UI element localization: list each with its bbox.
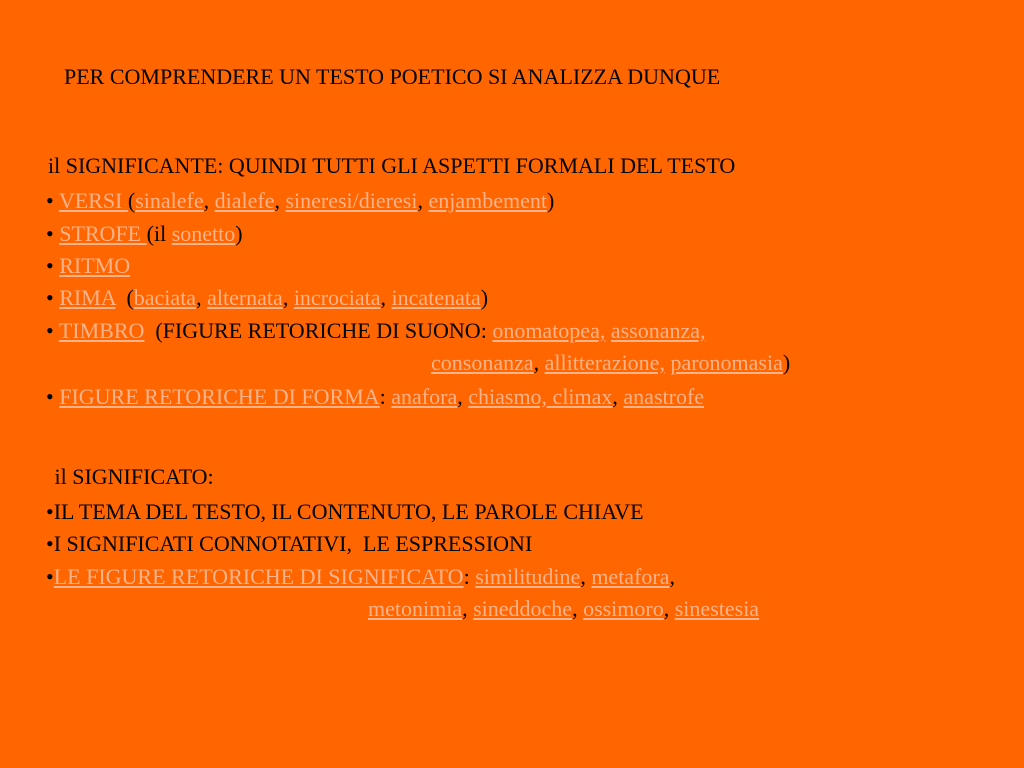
connotativi-text: •I SIGNIFICATI CONNOTATIVI, LE ESPRESSIONI <box>46 531 533 556</box>
title-text: PER COMPRENDERE UN TESTO POETICO SI ANALIZZA DUNQUE <box>64 64 721 89</box>
strofe-prefix: (il <box>146 221 172 246</box>
bullet: • <box>46 564 54 589</box>
paronomasia-link[interactable]: paronomasia <box>670 350 783 375</box>
timbro-line <box>46 318 706 344</box>
metafora-link[interactable]: metafora <box>591 564 670 589</box>
bullet: • <box>46 221 54 246</box>
page-title <box>64 64 720 90</box>
tema-text: •IL TEMA DEL TESTO, IL CONTENUTO, LE PAROLE CHIAVE <box>46 499 644 524</box>
dialefe-link[interactable]: dialefe <box>214 188 275 213</box>
chiasmo-climax-link[interactable]: chiasmo, climax <box>468 384 613 409</box>
bullet: • <box>46 188 54 213</box>
significato-heading <box>49 464 214 490</box>
significato-heading-text: il SIGNIFICATO: <box>49 464 214 489</box>
anastrofe-link[interactable]: anastrofe <box>623 384 705 409</box>
connotativi-line <box>46 531 532 557</box>
incatenata-link[interactable]: incatenata <box>391 285 481 310</box>
ossimoro-link[interactable]: ossimoro <box>583 596 664 621</box>
incrociata-link[interactable]: incrociata <box>293 285 381 310</box>
figure-significato-line: •LE FIGURE RETORICHE DI SIGNIFICATO: similitudine, metafora, <box>46 564 675 589</box>
sineresi-dieresi-link[interactable]: sineresi/dieresi <box>285 188 418 213</box>
bullet: • <box>46 384 54 409</box>
rima-line: • RIMA (baciata, alternata, incrociata, incatenata) <box>46 285 489 310</box>
strofe-link[interactable]: STROFE <box>59 221 147 246</box>
rima-link[interactable]: RIMA <box>59 285 116 310</box>
sonetto-link[interactable]: sonetto <box>171 221 236 246</box>
significante-heading-text: il SIGNIFICANTE: QUINDI TUTTI GLI ASPETTI FORMALI DEL TESTO <box>48 153 736 178</box>
strofe-line <box>46 221 243 247</box>
baciata-link[interactable]: baciata <box>133 285 197 310</box>
allitterazione-link[interactable]: allitterazione, <box>544 350 665 375</box>
strofe-suffix: ) <box>235 221 243 246</box>
figure-significato-line-continued: metonimia, sineddoche, ossimoro, sinestesia <box>368 596 760 621</box>
onomatopea-link[interactable]: onomatopea, <box>492 318 606 343</box>
bullet: • <box>46 253 54 278</box>
ritmo-link[interactable]: RITMO <box>59 253 131 278</box>
figure-forma-link[interactable]: FIGURE RETORICHE DI FORMA <box>59 384 380 409</box>
forma-line: • FIGURE RETORICHE DI FORMA: anafora, chiasmo, climax, anastrofe <box>46 384 705 409</box>
sinestesia-link[interactable]: sinestesia <box>674 596 760 621</box>
assonanza-link[interactable]: assonanza, <box>610 318 706 343</box>
enjambement-link[interactable]: enjambement <box>428 188 547 213</box>
tema-line <box>46 499 644 525</box>
similitudine-link[interactable]: similitudine <box>475 564 581 589</box>
metonimia-link[interactable]: metonimia <box>368 596 463 621</box>
significante-heading <box>48 153 735 179</box>
consonanza-link[interactable]: consonanza <box>431 350 534 375</box>
timbro-note: (FIGURE RETORICHE DI SUONO: <box>155 318 493 343</box>
bullet: • <box>46 318 54 343</box>
versi-link[interactable]: VERSI <box>58 188 128 213</box>
anafora-link[interactable]: anafora <box>391 384 458 409</box>
versi-line: • VERSI (sinalefe, dialefe, sineresi/dieresi, enjambement) <box>46 188 555 213</box>
bullet: • <box>46 285 54 310</box>
sinalefe-link[interactable]: sinalefe <box>135 188 204 213</box>
timbro-link[interactable]: TIMBRO <box>58 318 145 343</box>
figure-significato-link[interactable]: LE FIGURE RETORICHE DI SIGNIFICATO <box>53 564 464 589</box>
sineddoche-link[interactable]: sineddoche <box>473 596 573 621</box>
timbro-line-continued: consonanza, allitterazione, paronomasia) <box>431 350 791 375</box>
ritmo-line <box>46 253 130 279</box>
alternata-link[interactable]: alternata <box>207 285 283 310</box>
